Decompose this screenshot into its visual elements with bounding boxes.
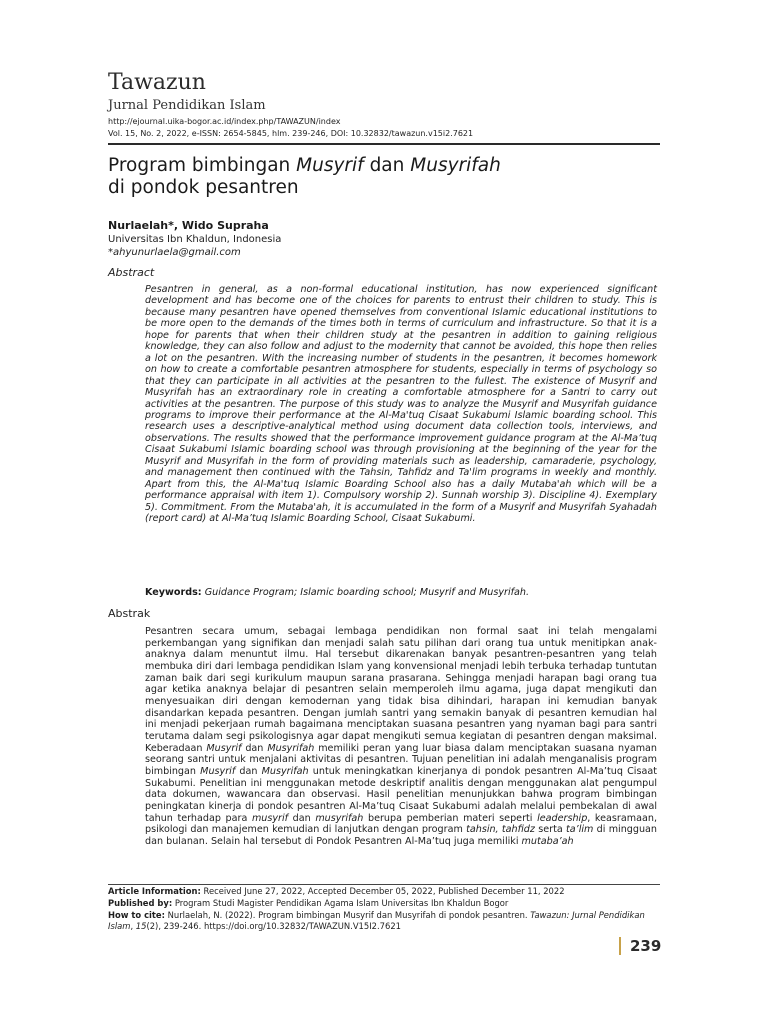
- citation-journal: Tawazun: Jurnal Pendidikan Islam: [108, 910, 645, 931]
- author-affiliation: Universitas Ibn Khaldun, Indonesia: [108, 234, 282, 245]
- abstrak-emphasis: Musyrif: [200, 765, 236, 777]
- abstrak-emphasis: ta’lim: [566, 824, 594, 836]
- footer-value: Program Studi Magister Pendidikan Agama Islam Universitas Ibn Khaldun Bogor: [172, 898, 509, 908]
- published-by: [108, 898, 660, 909]
- abstrak-emphasis: musyrif: [251, 812, 289, 824]
- title-emphasis: Musyrifah: [410, 155, 501, 176]
- abstrak-heading: Abstrak: [108, 607, 151, 620]
- citation-text: Nurlaelah, N. (2022). Program bimbingan Musyrif dan Musyrifah di pondok pesantren.: [164, 910, 531, 920]
- abstrak-segment: serta: [534, 824, 566, 836]
- article-authors: Nurlaelah*, Wido Supraha: [108, 219, 269, 232]
- abstrak-emphasis: musyrifah: [315, 812, 364, 824]
- abstrak-emphasis: tahsin, tahfidz: [466, 824, 535, 836]
- header-divider: [108, 143, 660, 145]
- abstrak-segment: berupa pemberian materi seperti: [363, 812, 538, 824]
- abstrak-segment: dan: [241, 742, 268, 754]
- abstract-heading: Abstract: [108, 266, 155, 279]
- how-to-cite: [108, 910, 660, 932]
- abstrak-segment: memiliki peran yang luar biasa dalam menciptakan suasana nyaman seorang santri untuk menjalani aktivitas di pesantren. Tujuan penelitian ini adalah menganalisis program bimbingan: [145, 742, 658, 777]
- title-line-2: di pondok pesantren: [108, 177, 299, 198]
- keywords: [145, 587, 657, 598]
- citation-volume: 15: [135, 921, 147, 931]
- footer-divider: [108, 884, 660, 885]
- title-emphasis: Musyrif: [296, 155, 364, 176]
- citation-rest[interactable]: (2), 239-246. https://doi.org/10.32832/TAWAZUN.V15I2.7621: [146, 921, 401, 931]
- footer-label: How to cite:: [108, 910, 165, 920]
- footer-value: Received June 27, 2022, Accepted December 05, 2022, Published December 11, 2022: [200, 886, 565, 896]
- abstract-text: Pesantren in general, as a non-formal educational institution, has now experienced significant development and has become one of the choices for parents to entrust their children to study. This is because many pesantren have opened themselves from conventional Islamic educational institutions to be more open to the demands of the times both in terms of curriculum and infrastructure. So that it is a hope for parents that when their children study at the pesantren in addition to gaining religious knowledge, they can also follow and adjust to the modernity that cannot be avoided, this hope then relies a lot on the pesantren. With the increasing number of students in the pesantren, it becomes homework on how to create a comfortable pesantren atmosphere for students, especially in terms of psychology so that they can participate in all activities at the pesantren to the fullest. The existence of Musyrif and Musyrifah has an extraordinary role in creating a comfortable atmosphere for a Santri to carry out activities at the pesantren. The purpose of this study was to analyze the Musyrif and Musyrifah guidance programs to improve their performance at the Al-Ma'tuq Cisaat Sukabumi Islamic boarding school. This research uses a descriptive-analytical method using document data collection tools, interviews, and observations. The results showed that the performance improvement guidance program at the Al-Ma’tuq Cisaat Sukabumi Islamic boarding school was through provisioning at the beginning of the year for the Musyrif and Musyrifah in the form of providing materials such as leadership, camaraderie, psychology, and management then continued with the Tahsin, Tahfidz and Ta'lim programs in weekly and monthly. Apart from this, the Al-Ma'tuq Islamic Boarding School also has a daily Mutaba'ah which will be a performance appraisal with item 1). Compulsory worship 2). Sunnah worship 3). Discipline 4). Exemplary 5). Commitment. From the Mutaba'ah, it is accumulated in the form of a Musyrif and Musyrifah Syahadah (report card) at Al-Ma’tuq Islamic Boarding School, Cisaat Sukabumi.: [145, 284, 657, 525]
- article-information: [108, 886, 660, 897]
- journal-url[interactable]: http://ejournal.uika-bogor.ac.id/index.php/TAWAZUN/index: [108, 117, 341, 126]
- abstrak-segment: untuk meningkatkan kinerjanya di pondok pesantren Al-Ma’tuq Cisaat Sukabumi. Penelitian ini menggunakan metode deskriptif analitis dengan menggunakan alat pengumpul data dokumen, wawancara dan observasi. Hasil penelitian menunjukkan bahwa program bimbingan peningkatan kinerja di pondok pesantren Al-Ma’tuq Cisaat Sukabumi adalah melalui pembekalan di awal tahun terhadap para: [145, 765, 657, 824]
- title-text: dan: [363, 155, 411, 176]
- author-email[interactable]: *ahyunurlaela@gmail.com: [108, 247, 241, 258]
- journal-subtitle: Jurnal Pendidikan Islam: [108, 98, 266, 113]
- abstrak-segment: dan: [288, 812, 316, 824]
- abstrak-segment: dan: [235, 765, 262, 777]
- keywords-list: Guidance Program; Islamic boarding school; Musyrif and Musyrifah.: [201, 587, 529, 598]
- abstrak-emphasis: Musyrifah: [267, 742, 315, 754]
- citation-sep: ,: [130, 921, 136, 931]
- abstrak-emphasis: mutaba’ah: [521, 835, 574, 847]
- journal-name: Tawazun: [108, 70, 206, 95]
- abstrak-text: [145, 626, 657, 847]
- abstrak-emphasis: Musyrifah: [261, 765, 309, 777]
- page-number: 239: [630, 937, 662, 955]
- abstrak-segment: di mingguan dan bulanan. Selain hal tersebut di Pondok Pesantren Al-Ma’tuq juga memiliki: [145, 824, 658, 847]
- abstrak-segment: , keasramaan, psikologi dan manajemen kemudian di lanjutkan dengan program: [145, 812, 657, 836]
- page-number-bar: [619, 937, 621, 955]
- footer-label: Article Information:: [108, 886, 201, 896]
- article-title: [108, 155, 668, 199]
- abstrak-segment: Pesantren secara umum, sebagai lembaga pendidikan non formal saat ini telah mengalami perkembangan yang signifikan dan menjadi salah satu pilihan dari orang tua untuk menitipkan anak-anaknya dalam menuntut ilmu. Hal tersebut dikarenakan banyak pesantren-pesantren yang telah membuka diri dari lembaga pendidikan Islam yang konvensional menjadi lebih terbuka terhadap tuntutan zaman baik dari segi kurikulum maupun sarana prasarana. Sehingga menjadi harapan bagi orang tua agar ketika anaknya belajar di pesantren selain memperoleh ilmu agama, juga dapat mengikuti dan menyesuaikan diri dengan kemodernan yang tidak bisa dihindari, harapan ini kemudian banyak disandarkan kepada pesantren. Dengan jumlah santri yang semakin banyak di pesantren kemudian hal ini menjadi pekerjaan rumah bagaimana menciptakan suasana pesantren yang nyaman bagi para santri terutama dalam segi psikologisnya agar dapat mengikuti semua kegiatan di pesantren dengan maksimal. Keberadaan: [145, 626, 657, 754]
- title-text: Program bimbingan: [108, 155, 297, 176]
- abstrak-emphasis: leadership: [537, 812, 588, 824]
- abstrak-emphasis: Musyrif: [206, 742, 242, 754]
- journal-volume-info: Vol. 15, No. 2, 2022, e-ISSN: 2654-5845, hlm. 239-246, DOI: 10.32832/tawazun.v15i2.7621: [108, 129, 474, 138]
- keywords-label: Keywords:: [145, 587, 202, 598]
- footer-label: Published by:: [108, 898, 173, 908]
